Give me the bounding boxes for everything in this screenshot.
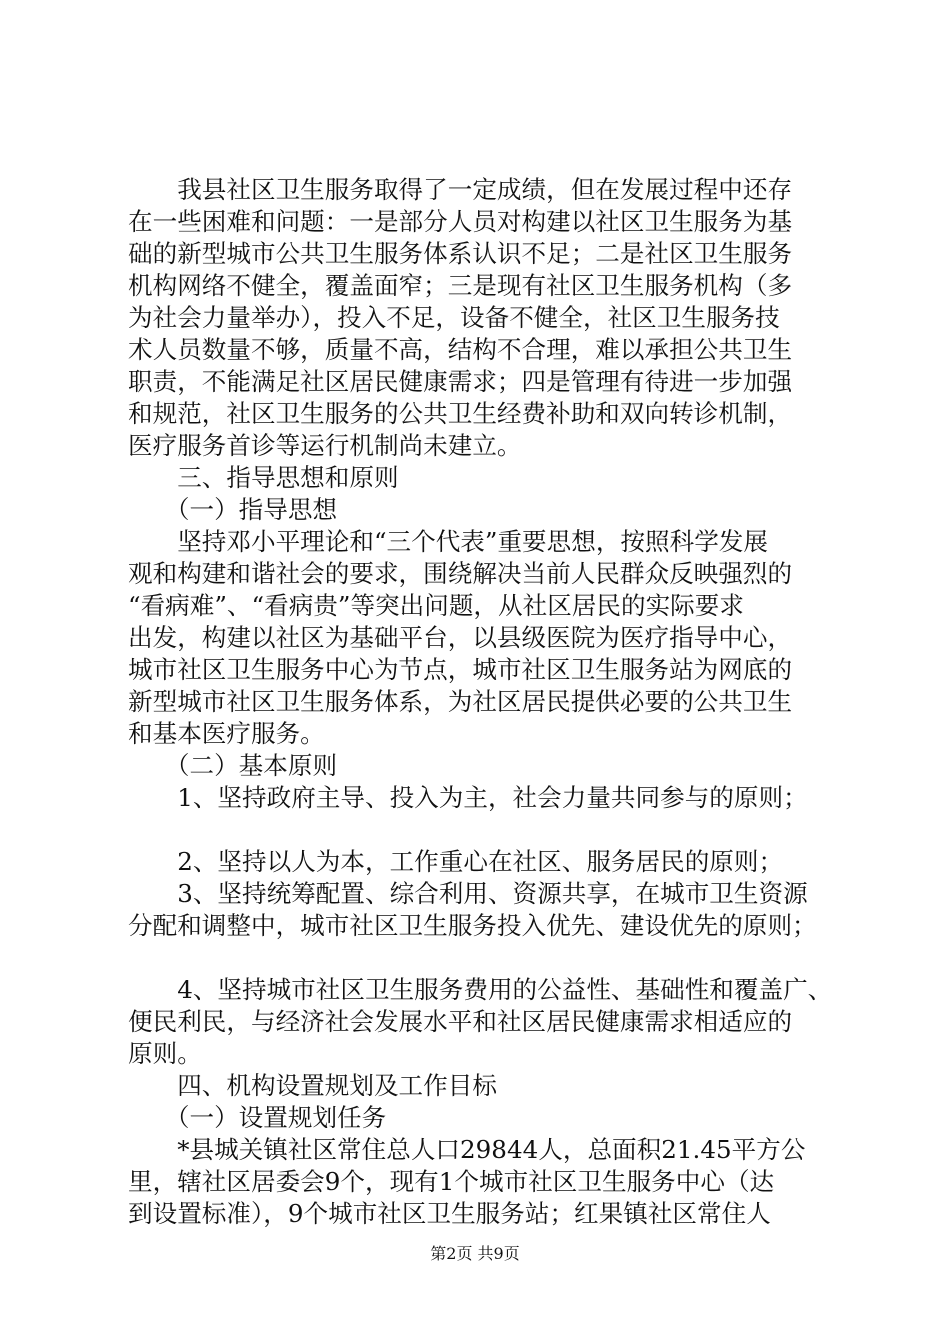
text-line: 到设置标准），9个城市社区卫生服务站；红果镇社区常住人 [128, 1199, 771, 1228]
text-line: 便民利民，与经济社会发展水平和社区居民健康需求相适应的 [128, 1007, 793, 1036]
text-line: 医疗服务首诊等运行机制尚未建立。 [128, 431, 522, 460]
text-line: 在一些困难和问题：一是部分人员对构建以社区卫生服务为基 [128, 207, 793, 236]
text-line: 为社会力量举办），投入不足，设备不健全，社区卫生服务技 [128, 303, 780, 332]
text-line: 和基本医疗服务。 [128, 719, 325, 748]
text-line: （二）基本原则 [128, 751, 338, 780]
text-line: 1、坚持政府主导、投入为主，社会力量共同参与的原则； [128, 783, 808, 812]
text-line: 分配和调整中，城市社区卫生服务投入优先、建设优先的原则； [128, 911, 817, 940]
text-line: 2、坚持以人为本，工作重心在社区、服务居民的原则； [128, 847, 784, 876]
document-body [128, 174, 840, 1230]
text-line: 我县社区卫生服务取得了一定成绩，但在发展过程中还存 [128, 175, 793, 204]
text-line: 四、机构设置规划及工作目标 [128, 1071, 497, 1100]
text-line: （一）指导思想 [128, 495, 338, 524]
text-line: 机构网络不健全，覆盖面窄；三是现有社区卫生服务机构（多 [128, 271, 793, 300]
text-line: 3、坚持统筹配置、综合利用、资源共享，在城市卫生资源 [128, 879, 808, 908]
blank-line [128, 814, 840, 846]
text-line: 城市社区卫生服务中心为节点，城市社区卫生服务站为网底的 [128, 655, 793, 684]
text-line: （一）设置规划任务 [128, 1103, 387, 1132]
text-line: 坚持邓小平理论和“三个代表”重要思想，按照科学发展 [128, 527, 768, 556]
text-line: 础的新型城市公共卫生服务体系认识不足；二是社区卫生服务 [128, 239, 793, 268]
text-line: 出发，构建以社区为基础平台，以县级医院为医疗指导中心， [128, 623, 793, 652]
text-line: 4、坚持城市社区卫生服务费用的公益性、基础性和覆盖广、 [128, 975, 833, 1004]
text-line: 三、指导思想和原则 [128, 463, 399, 492]
blank-line [128, 942, 840, 974]
text-line: 新型城市社区卫生服务体系，为社区居民提供必要的公共卫生 [128, 687, 793, 716]
text-line: 原则。 [128, 1039, 202, 1068]
text-line: 观和构建和谐社会的要求，围绕解决当前人民群众反映强烈的 [128, 559, 793, 588]
page-number-footer: 第2页 共9页 [430, 1244, 520, 1263]
text-line: 职责，不能满足社区居民健康需求；四是管理有待进一步加强 [128, 367, 793, 396]
text-line: 里，辖社区居委会9个，现有1个城市社区卫生服务中心（达 [128, 1167, 775, 1196]
text-line: 术人员数量不够，质量不高，结构不合理，难以承担公共卫生 [128, 335, 793, 364]
text-line: “看病难”、“看病贵”等突出问题，从社区居民的实际要求 [128, 591, 744, 620]
text-line: 和规范，社区卫生服务的公共卫生经费补助和双向转诊机制， [128, 399, 793, 428]
text-line: *县城关镇社区常住总人口29844人，总面积21.45平方公 [128, 1135, 806, 1164]
